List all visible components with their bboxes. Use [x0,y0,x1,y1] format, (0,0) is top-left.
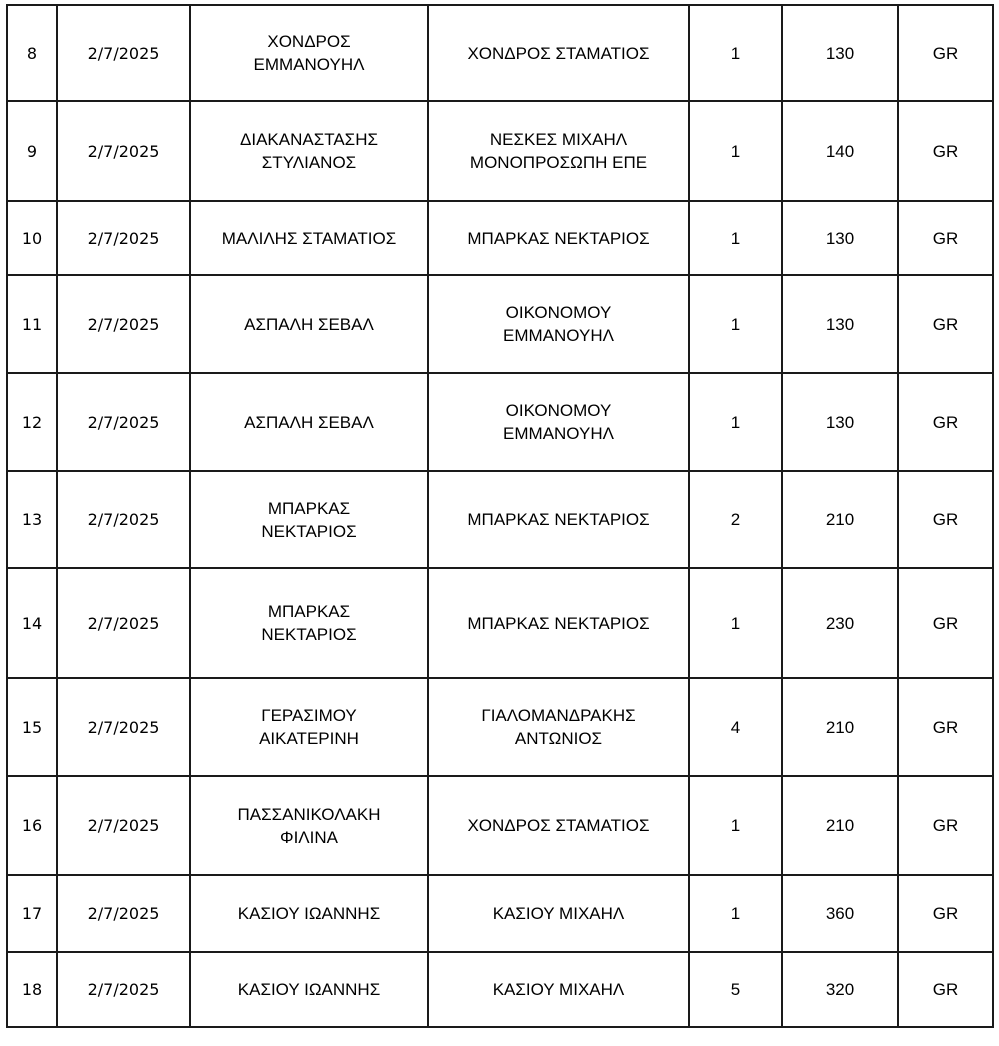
counterparty-cell-line: ΧΟΝΔΡΟΣ ΣΤΑΜΑΤΙΟΣ [467,816,650,835]
name-cell [190,678,428,776]
row-number: 18 [7,952,57,1027]
name-cell-line: ΧΟΝΔΡΟΣ [267,32,351,51]
amount-cell: 360 [782,875,898,952]
table-row [7,101,993,201]
name-cell-line: ΦΙΛΙΝΑ [280,827,338,847]
country-cell: GR [898,471,993,568]
name-cell-line: ΝΕΚΤΑΡΙΟΣ [261,521,357,541]
counterparty-cell [428,101,689,201]
table-row [7,201,993,275]
table-row [7,776,993,875]
table-body [7,5,993,1027]
quantity-cell: 1 [689,776,782,875]
records-table [6,4,994,1028]
counterparty-cell [428,275,689,373]
amount-cell: 210 [782,776,898,875]
counterparty-cell [428,776,689,875]
name-cell [190,471,428,568]
row-number: 10 [7,201,57,275]
table-row [7,373,993,471]
name-cell-line: ΑΣΠΑΛΗ ΣΕΒΑΛ [244,412,374,432]
counterparty-cell-line: ΟΙΚΟΝΟΜΟΥ [505,401,612,420]
quantity-cell: 1 [689,568,782,678]
amount-cell: 130 [782,275,898,373]
row-date: 2/7/2025 [57,568,190,678]
table-row [7,952,993,1027]
amount-cell: 210 [782,471,898,568]
table-row [7,875,993,952]
table-row [7,5,993,101]
row-date: 2/7/2025 [57,201,190,275]
name-cell-line: ΑΣΠΑΛΗ ΣΕΒΑΛ [244,314,374,334]
counterparty-cell [428,471,689,568]
quantity-cell: 1 [689,201,782,275]
counterparty-cell-line: ΜΟΝΟΠΡΟΣΩΠΗ ΕΠΕ [469,153,648,172]
quantity-cell: 1 [689,5,782,101]
counterparty-cell [428,5,689,101]
counterparty-cell-line: ΜΠΑΡΚΑΣ ΝΕΚΤΑΡΙΟΣ [467,613,650,633]
row-date: 2/7/2025 [57,678,190,776]
counterparty-cell-line: ΜΠΑΡΚΑΣ ΝΕΚΤΑΡΙΟΣ [467,228,650,248]
quantity-cell: 1 [689,275,782,373]
counterparty-cell-line: ΕΜΜΑΝΟΥΗΛ [503,424,614,443]
counterparty-cell [428,678,689,776]
name-cell-line: ΔΙΑΚΑΝΑΣΤΑΣΗΣ [240,130,378,149]
counterparty-cell-line: ΧΟΝΔΡΟΣ ΣΤΑΜΑΤΙΟΣ [467,43,650,63]
country-cell: GR [898,568,993,678]
counterparty-cell-line: ΜΠΑΡΚΑΣ ΝΕΚΤΑΡΙΟΣ [467,510,650,529]
name-cell [190,201,428,275]
country-cell: GR [898,875,993,952]
name-cell-line: ΣΤΥΛΙΑΝΟΣ [261,153,357,172]
counterparty-cell-line: ΕΜΜΑΝΟΥΗΛ [503,326,614,345]
name-cell [190,373,428,471]
table-row [7,471,993,568]
amount-cell: 230 [782,568,898,678]
counterparty-cell-line: ΟΙΚΟΝΟΜΟΥ [505,303,612,322]
row-number: 12 [7,373,57,471]
row-date: 2/7/2025 [57,101,190,201]
quantity-cell: 5 [689,952,782,1027]
counterparty-cell [428,373,689,471]
quantity-cell: 1 [689,101,782,201]
name-cell-line: ΜΠΑΡΚΑΣ [267,602,351,621]
name-cell-line: ΚΑΣΙΟΥ ΙΩΑΝΝΗΣ [237,980,381,999]
name-cell-line: ΚΑΣΙΟΥ ΙΩΑΝΝΗΣ [237,904,381,923]
name-cell-line: ΜΑΛΙΛΗΣ ΣΤΑΜΑΤΙΟΣ [221,228,397,248]
name-cell-line: ΑΙΚΑΤΕΡΙΝΗ [259,729,359,748]
country-cell: GR [898,5,993,101]
row-date: 2/7/2025 [57,373,190,471]
counterparty-cell [428,952,689,1027]
counterparty-cell-line: ΚΑΣΙΟΥ ΜΙΧΑΗΛ [492,904,625,923]
row-number: 11 [7,275,57,373]
row-date: 2/7/2025 [57,471,190,568]
row-number: 9 [7,101,57,201]
counterparty-cell-line: ΑΝΤΩΝΙΟΣ [514,729,603,748]
country-cell: GR [898,373,993,471]
name-cell [190,875,428,952]
row-number: 16 [7,776,57,875]
amount-cell: 130 [782,5,898,101]
name-cell-line: ΓΕΡΑΣΙΜΟΥ [261,706,357,725]
row-number: 14 [7,568,57,678]
counterparty-cell-line: ΝΕΣΚΕΣ ΜΙΧΑΗΛ [489,130,628,149]
table-row [7,568,993,678]
amount-cell: 140 [782,101,898,201]
quantity-cell: 2 [689,471,782,568]
row-date: 2/7/2025 [57,5,190,101]
name-cell [190,101,428,201]
amount-cell: 210 [782,678,898,776]
country-cell: GR [898,776,993,875]
quantity-cell: 4 [689,678,782,776]
counterparty-cell [428,201,689,275]
counterparty-cell [428,875,689,952]
country-cell: GR [898,201,993,275]
amount-cell: 130 [782,373,898,471]
counterparty-cell-line: ΚΑΣΙΟΥ ΜΙΧΑΗΛ [492,980,625,999]
table-row [7,678,993,776]
name-cell [190,568,428,678]
name-cell-line: ΠΑΣΣΑΝΙΚΟΛΑΚΗ [237,804,381,824]
country-cell: GR [898,101,993,201]
row-number: 13 [7,471,57,568]
name-cell [190,275,428,373]
country-cell: GR [898,678,993,776]
name-cell-line: ΝΕΚΤΑΡΙΟΣ [261,625,357,644]
name-cell [190,5,428,101]
amount-cell: 130 [782,201,898,275]
row-date: 2/7/2025 [57,275,190,373]
counterparty-cell-line: ΓΙΑΛΟΜΑΝΔΡΑΚΗΣ [481,706,636,725]
row-date: 2/7/2025 [57,776,190,875]
country-cell: GR [898,275,993,373]
name-cell [190,952,428,1027]
row-number: 17 [7,875,57,952]
row-number: 15 [7,678,57,776]
row-date: 2/7/2025 [57,875,190,952]
row-date: 2/7/2025 [57,952,190,1027]
country-cell: GR [898,952,993,1027]
amount-cell: 320 [782,952,898,1027]
row-number: 8 [7,5,57,101]
name-cell-line: ΕΜΜΑΝΟΥΗΛ [253,55,365,74]
name-cell [190,776,428,875]
quantity-cell: 1 [689,373,782,471]
table-row [7,275,993,373]
quantity-cell: 1 [689,875,782,952]
name-cell-line: ΜΠΑΡΚΑΣ [267,498,351,518]
counterparty-cell [428,568,689,678]
